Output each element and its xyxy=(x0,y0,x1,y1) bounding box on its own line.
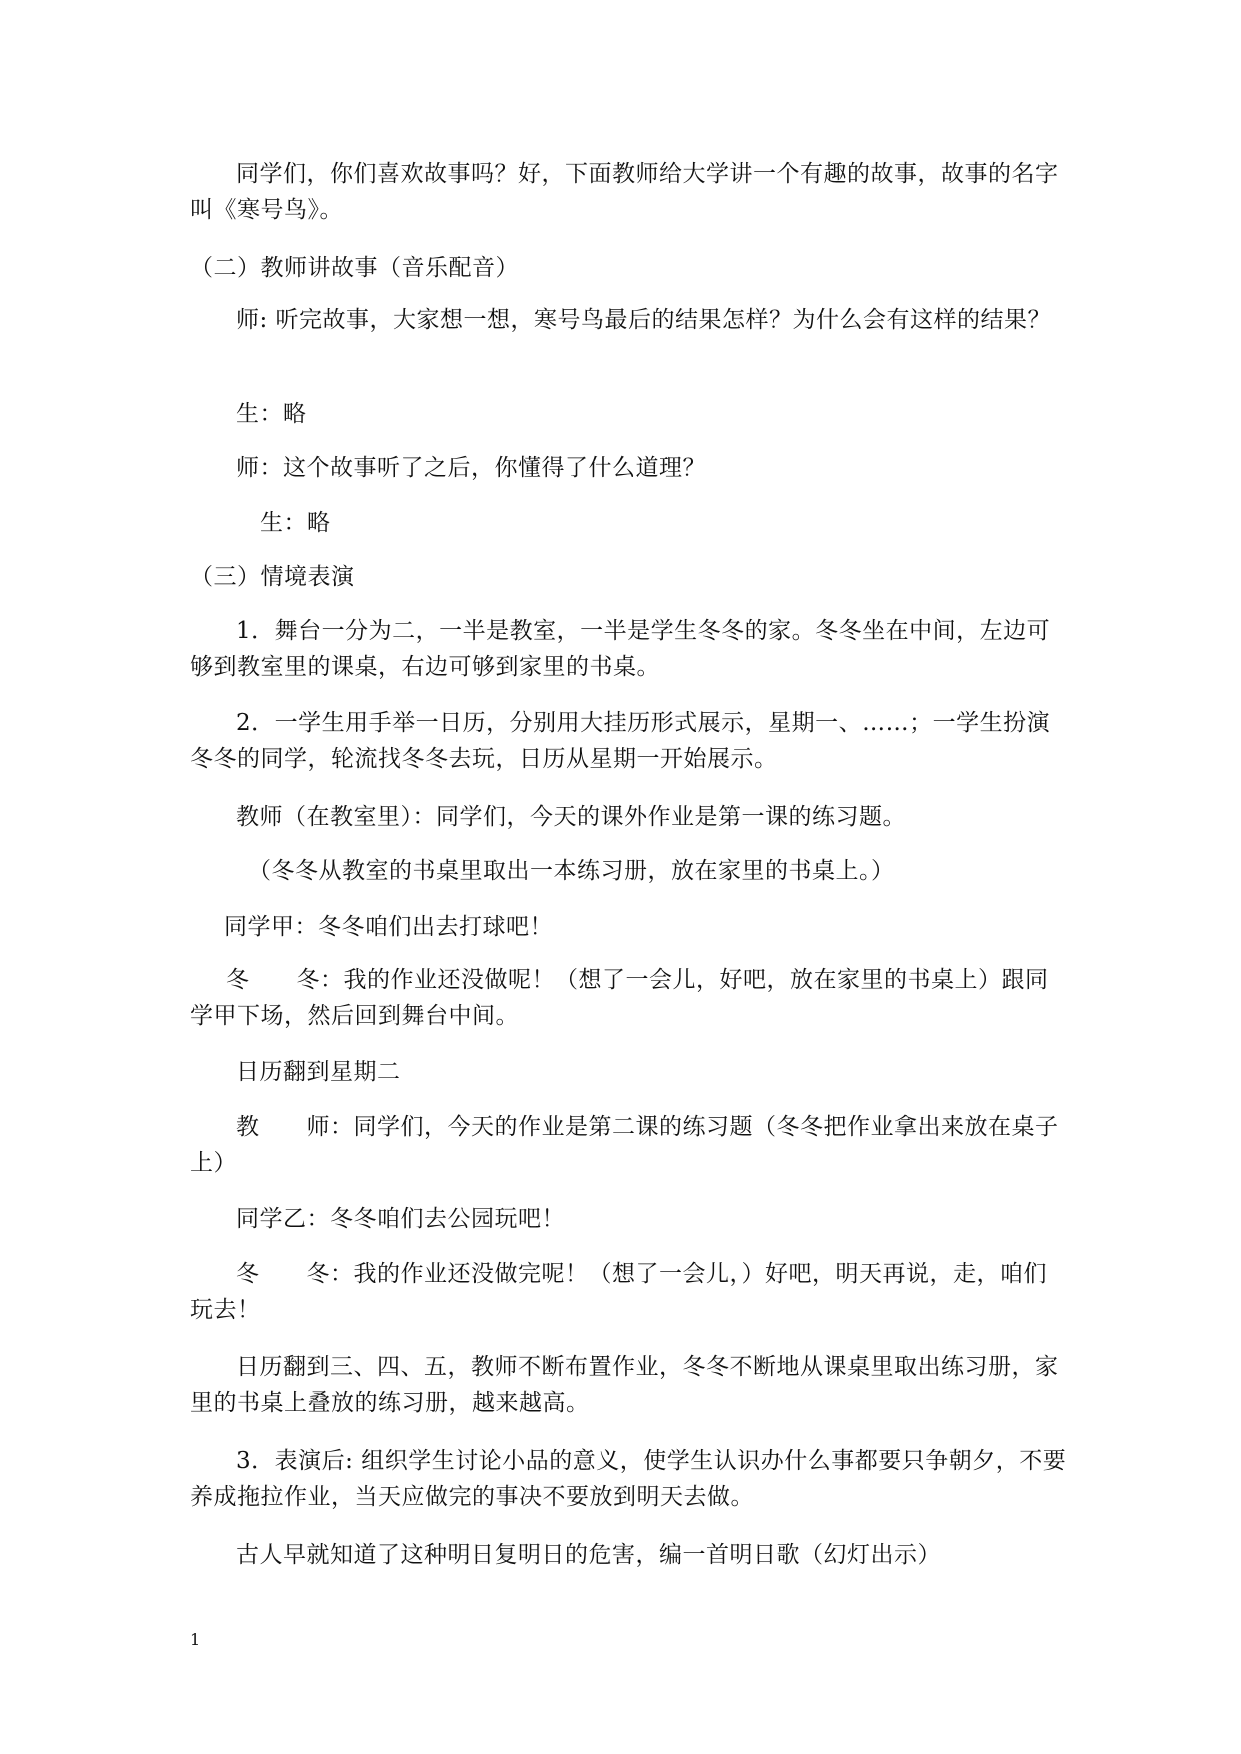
paragraph-teacher-lesson: 师：这个故事听了之后，你懂得了什么道理？ xyxy=(236,455,706,481)
paragraph-classmate-b: 同学乙：冬冬咱们去公园玩吧！ xyxy=(236,1206,565,1232)
paragraph-item-1: 1．舞台一分为二，一半是教室，一半是学生冬冬的家。冬冬坐在中间，左边可够到教室里的课桌，右边可够到家里的书桌。 xyxy=(190,618,1051,680)
paragraph-teacher-2: 教 师：同学们，今天的作业是第二课的练习题（冬冬把作业拿出来放在桌子上） xyxy=(190,1114,1059,1176)
paragraph-dongdong-1: 冬 冬：我的作业还没做呢！（想了一会儿，好吧，放在家里的书桌上）跟同学甲下场，然后回到舞台中间。 xyxy=(190,967,1049,1029)
page-number: 1 xyxy=(190,1630,201,1649)
paragraph-ancient-song: 古人早就知道了这种明日复明日的危害，编一首明日歌（幻灯出示） xyxy=(236,1542,941,1568)
paragraph-classmate-a: 同学甲：冬冬咱们出去打球吧！ xyxy=(224,914,553,940)
paragraph-stage-direction: （冬冬从教室的书桌里取出一本练习册，放在家里的书桌上。） xyxy=(248,858,895,884)
paragraph-student-answer-1: 生：略 xyxy=(236,401,307,427)
paragraph-intro: 同学们，你们喜欢故事吗？好，下面教师给大学讲一个有趣的故事，故事的名字叫《寒号鸟》。 xyxy=(190,161,1059,223)
paragraph-teacher-classroom: 教师（在教室里）：同学们，今天的课外作业是第一课的练习题。 xyxy=(236,804,906,830)
paragraph-calendar-tuesday: 日历翻到星期二 xyxy=(236,1059,401,1085)
section-heading-3: （三）情境表演 xyxy=(190,564,355,590)
paragraph-student-answer-2: 生：略 xyxy=(260,510,331,536)
paragraph-item-2: 2．一学生用手举一日历，分别用大挂历形式展示，星期一、……；一学生扮演冬冬的同学，轮流找冬冬去玩，日历从星期一开始展示。 xyxy=(190,710,1051,772)
paragraph-calendar-wed-fri: 日历翻到三、四、五，教师不断布置作业，冬冬不断地从课桌里取出练习册，家里的书桌上叠放的练习册，越来越高。 xyxy=(190,1354,1059,1416)
paragraph-dongdong-2: 冬 冬：我的作业还没做完呢！（想了一会儿，）好吧，明天再说，走，咱们玩去！ xyxy=(190,1261,1047,1323)
section-heading-2: （二）教师讲故事（音乐配音） xyxy=(190,255,519,281)
paragraph-item-3: 3．表演后: 组织学生讨论小品的意义，使学生认识办什么事都要只争朝夕，不要养成拖拉作业，当天应做完的事决不要放到明天去做。 xyxy=(190,1448,1067,1510)
paragraph-teacher-question: 师: 听完故事，大家想一想，寒号鸟最后的结果怎样？为什么会有这样的结果？ xyxy=(236,307,1052,333)
